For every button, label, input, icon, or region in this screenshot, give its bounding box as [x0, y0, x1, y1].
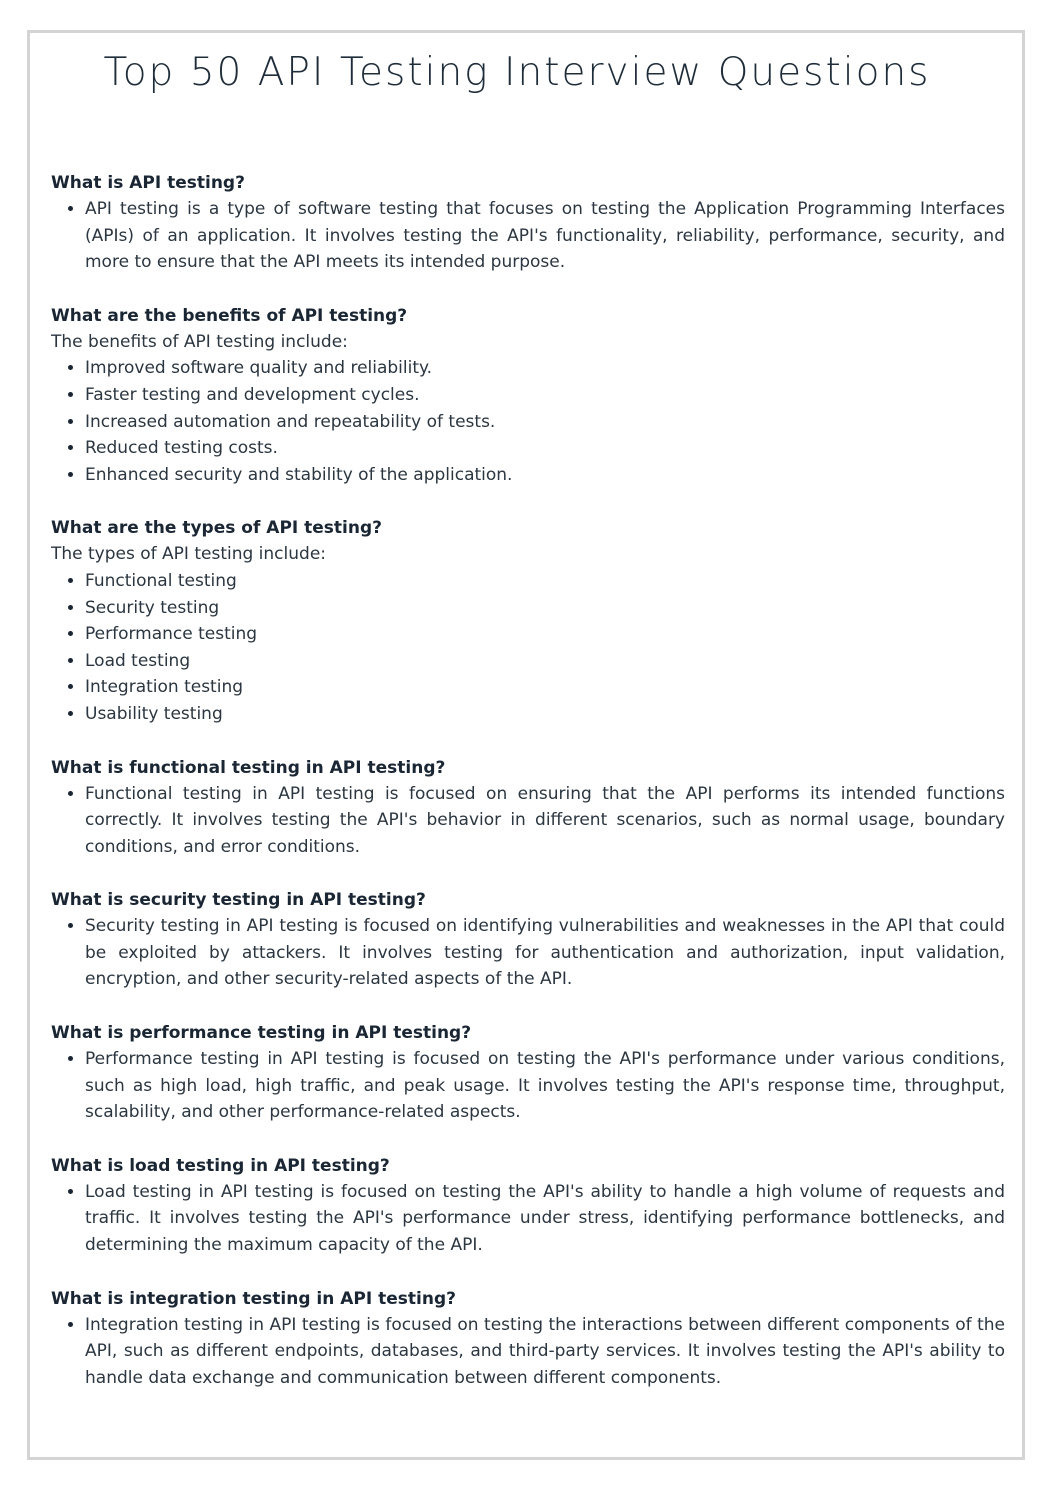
answer-bullet: • Faster testing and development cycles.: [85, 382, 1005, 409]
question-heading: What is performance testing in API testing?: [51, 1023, 472, 1044]
answer-bullet: • Load testing in API testing is focused on testing the API's ability to handle a high volume of requests and traffic. It involves testing the API's performance under stress, identifying performance bottlenecks, and determining the maximum capacity of the API.: [85, 1179, 1005, 1259]
answer-bullet: • Integration testing: [85, 674, 1005, 701]
answer-bullet: • Load testing: [85, 648, 1005, 675]
page-title: Top 50 API Testing Interview Questions: [103, 50, 931, 95]
answer-bullet: • Enhanced security and stability of the application.: [85, 462, 1005, 489]
question-heading: What is security testing in API testing?: [51, 890, 426, 911]
answer-bullet: • Reduced testing costs.: [85, 435, 1005, 462]
qa-section: [51, 1020, 1005, 1126]
question-heading: What are the benefits of API testing?: [51, 305, 408, 326]
qa-section: [51, 1286, 1005, 1392]
qa-section: [51, 887, 1005, 993]
answer-bullet: • Improved software quality and reliability.: [85, 355, 1005, 382]
answer-list: [51, 1312, 1005, 1392]
answer-list: [51, 355, 1005, 488]
answer-bullet: • Functional testing in API testing is focused on ensuring that the API performs its intended functions correctly. It involves testing the API's behavior in different scenarios, such as normal usage, boundary conditions, and error conditions.: [85, 781, 1005, 861]
answer-bullet: • API testing is a type of software testing that focuses on testing the Application Programming Interfaces (APIs) of an application. It involves testing the API's functionality, reliability, performance, security, and more to ensure that the API meets its intended purpose.: [85, 196, 1005, 276]
answer-list: [51, 568, 1005, 728]
qa-content: [51, 170, 1005, 1418]
answer-bullet: • Increased automation and repeatability of tests.: [85, 409, 1005, 436]
answer-bullet: • Performance testing in API testing is focused on testing the API's performance under various conditions, such as high load, high traffic, and peak usage. It involves testing the API's response time, throughput, scalability, and other performance-related aspects.: [85, 1046, 1005, 1126]
qa-section: [51, 303, 1005, 489]
answer-bullet: • Performance testing: [85, 621, 1005, 648]
qa-section: [51, 515, 1005, 727]
answer-intro: The benefits of API testing include:: [51, 331, 348, 352]
qa-section: [51, 1153, 1005, 1259]
qa-section: [51, 755, 1005, 861]
answer-list: [51, 781, 1005, 861]
question-heading: What is load testing in API testing?: [51, 1155, 390, 1176]
answer-bullet: • Security testing in API testing is focused on identifying vulnerabilities and weaknesses in the API that could be exploited by attackers. It involves testing for authentication and authorization, input validation, encryption, and other security-related aspects of the API.: [85, 913, 1005, 993]
answer-list: [51, 913, 1005, 993]
answer-bullet: • Security testing: [85, 595, 1005, 622]
answer-bullet: • Usability testing: [85, 701, 1005, 728]
answer-intro: The types of API testing include:: [51, 544, 327, 565]
answer-list: [51, 1046, 1005, 1126]
qa-section: [51, 170, 1005, 276]
question-heading: What is API testing?: [51, 173, 245, 193]
answer-bullet: • Functional testing: [85, 568, 1005, 595]
question-heading: What is functional testing in API testing?: [51, 757, 446, 778]
question-heading: What is integration testing in API testing?: [51, 1288, 456, 1309]
answer-list: [51, 1179, 1005, 1259]
answer-bullet: • Integration testing in API testing is focused on testing the interactions between different components of the API, such as different endpoints, databases, and third-party services. It involves testing the API's ability to handle data exchange and communication between different components.: [85, 1312, 1005, 1392]
answer-list: [51, 196, 1005, 276]
question-heading: What are the types of API testing?: [51, 518, 383, 539]
